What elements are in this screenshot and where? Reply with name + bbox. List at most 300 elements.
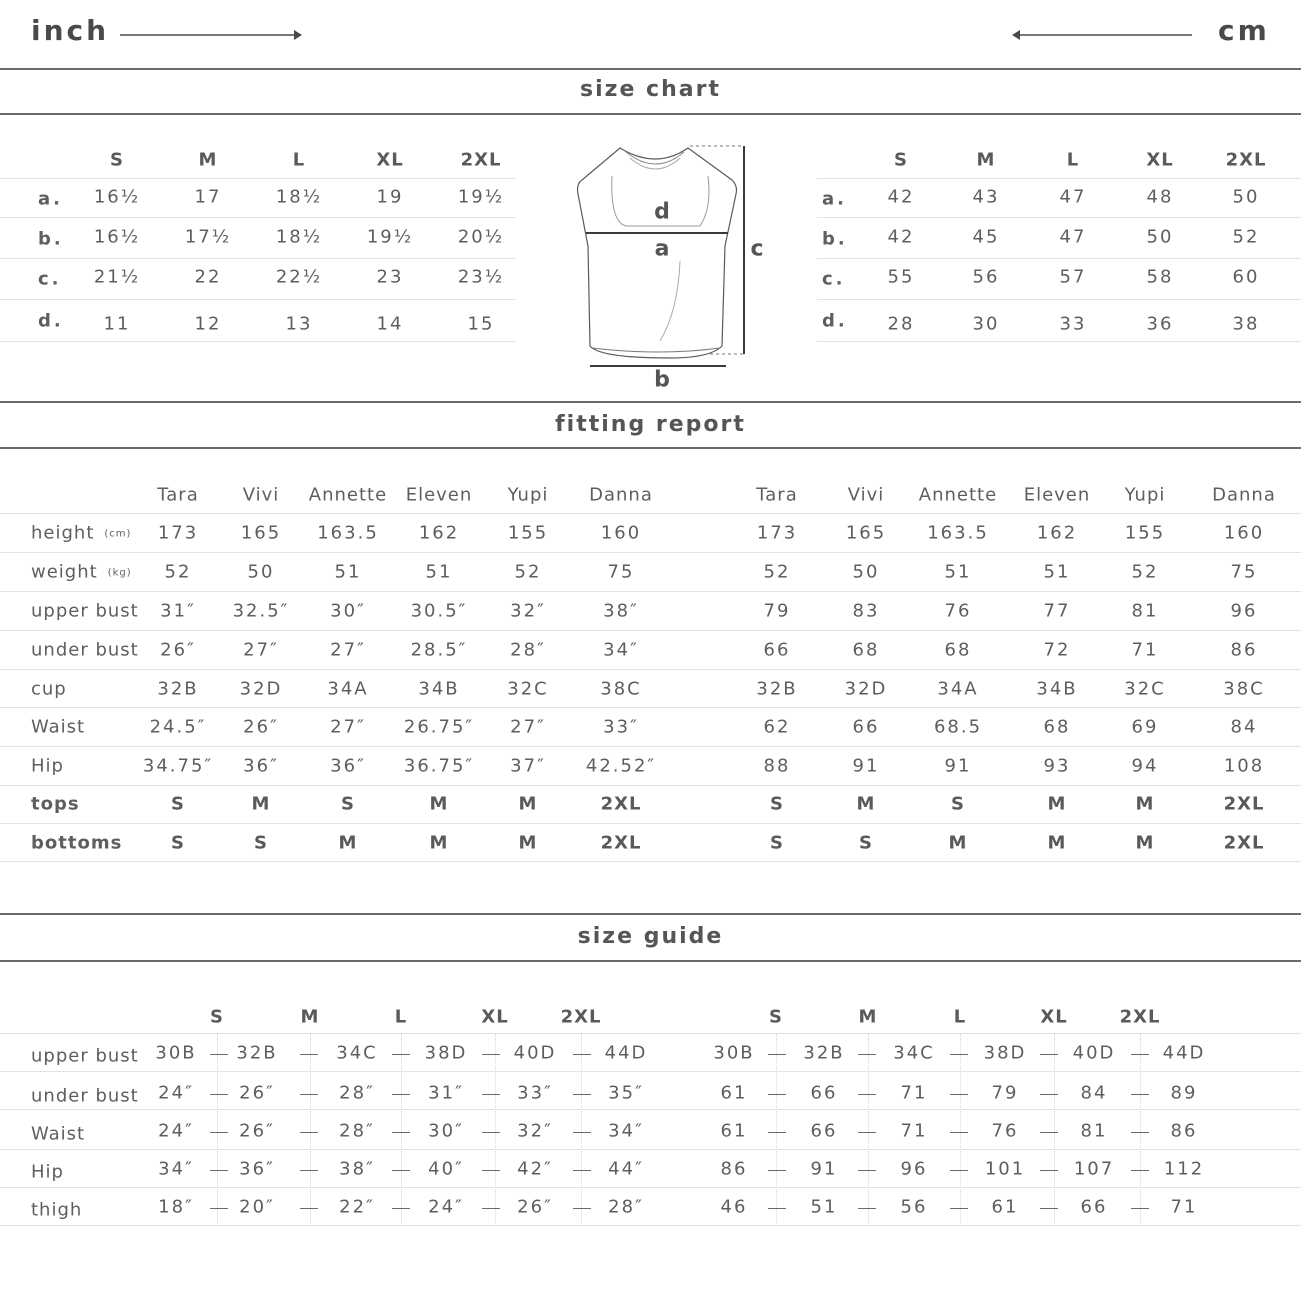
range-dash [1040,1170,1058,1171]
attribute-label: tops [31,793,80,815]
cm-value: 84 [1080,1082,1108,1104]
cm-value: 94 [1131,755,1159,777]
row-divider [0,217,516,218]
range-dash [573,1208,591,1209]
range-dash [482,1054,500,1055]
cm-value: 112 [1163,1158,1205,1180]
inch-value: 28.5″ [410,639,468,661]
row-divider [0,785,1301,786]
cm-value: 76 [991,1120,1019,1142]
inch-value: M [338,832,358,854]
measure-label: a. [38,188,63,210]
column-separator [776,1034,777,1224]
inch-value: 22 [194,266,222,288]
cm-value: 79 [763,600,791,622]
measure-label: d. [822,310,848,332]
range-dash [950,1054,968,1055]
range-dash [858,1170,876,1171]
range-dash [482,1208,500,1209]
cm-value: 162 [1036,522,1078,544]
fitting-report-title: fitting report [555,412,746,437]
range-dash [210,1208,228,1209]
cm-value: 66 [810,1082,838,1104]
cm-value: M [1135,793,1155,815]
range-dash [1131,1054,1149,1055]
inch-value: 30″ [330,600,366,622]
cm-value: 84 [1230,716,1258,738]
size-chart-title: size chart [580,77,721,102]
inch-value: 28″ [339,1120,375,1142]
inch-value: 52 [164,561,192,583]
inch-value: 30″ [428,1120,464,1142]
cm-value: 50 [852,561,880,583]
row-divider [0,1149,1301,1150]
model-name-cm: Yupi [1124,484,1166,506]
inch-value: 42.52″ [585,755,657,777]
inch-value: 34A [327,678,369,700]
cm-value: 71 [900,1120,928,1142]
inch-value: 27″ [243,639,279,661]
inch-value: M [429,832,449,854]
inch-value: 42″ [517,1158,553,1180]
size-header-cm: 2XL [1119,1006,1161,1028]
inch-value: 36″ [239,1158,275,1180]
cm-value: 96 [1230,600,1258,622]
row-divider [0,552,1301,553]
model-name-inch: Danna [589,484,653,506]
inch-value: 18½ [275,226,323,248]
size-header-inch: L [292,149,306,171]
inch-value: 34C [336,1042,378,1064]
range-dash [1131,1132,1149,1133]
row-divider [0,861,1301,862]
cm-value: M [1047,793,1067,815]
inch-value: 31″ [160,600,196,622]
inch-value: 32.5″ [232,600,290,622]
range-dash [858,1208,876,1209]
cm-value: S [859,832,873,854]
inch-value: 23 [376,266,404,288]
inch-value: 30.5″ [410,600,468,622]
cm-value: 34C [893,1042,935,1064]
cm-value: 38 [1232,313,1260,335]
range-dash [950,1170,968,1171]
inch-value: 17 [194,186,222,208]
model-name-inch: Tara [157,484,199,506]
cm-value: 81 [1080,1120,1108,1142]
inch-value: 165 [240,522,282,544]
inch-value: 12 [194,313,222,335]
inch-value: 38″ [339,1158,375,1180]
measure-label: thigh [31,1199,83,1221]
row-divider [0,1033,1301,1034]
inch-value: 38″ [603,600,639,622]
cm-value: 173 [756,522,798,544]
cm-value: 42 [887,226,915,248]
inch-value: 51 [334,561,362,583]
cm-value: 36 [1146,313,1174,335]
cm-value: 42 [887,186,915,208]
cm-unit-title: cm [1218,14,1270,47]
cm-value: 66 [1080,1196,1108,1218]
model-name-cm: Annette [918,484,998,506]
inch-value: 38C [600,678,642,700]
measure-label: b. [822,228,848,250]
cm-value: 33 [1059,313,1087,335]
inch-value: 15 [467,313,495,335]
cm-value: 52 [763,561,791,583]
range-dash [392,1208,410,1209]
measure-label: b. [38,228,64,250]
cm-value: 43 [972,186,1000,208]
diagram-label-d: d [654,199,670,225]
inch-value: 18″ [158,1196,194,1218]
inch-value: 13 [285,313,313,335]
inch-value: 32D [239,678,283,700]
cm-value: 93 [1043,755,1071,777]
inch-value: 24″ [158,1082,194,1104]
diagram-label-a: a [654,236,670,262]
cm-value: 91 [810,1158,838,1180]
cm-value: 61 [720,1120,748,1142]
model-name-inch: Yupi [507,484,549,506]
cm-value: M [1135,832,1155,854]
cm-value: 96 [900,1158,928,1180]
cm-value: 165 [845,522,887,544]
measure-label: a. [822,188,847,210]
inch-value: 17½ [184,226,232,248]
size-header-inch: XL [481,1006,509,1028]
column-separator [217,1034,218,1224]
range-dash [573,1094,591,1095]
inch-value: 44″ [608,1158,644,1180]
row-divider [817,341,1301,342]
range-dash [950,1094,968,1095]
size-header-inch: S [110,149,124,171]
range-dash [1040,1132,1058,1133]
size-header-inch: M [300,1006,320,1028]
range-dash [1040,1054,1058,1055]
inch-value: M [518,832,538,854]
column-separator [495,1034,496,1224]
cm-value: 72 [1043,639,1071,661]
row-divider [0,513,1301,514]
measure-label: c. [822,268,846,290]
range-dash [210,1094,228,1095]
inch-value: 32″ [510,600,546,622]
inch-value: 33″ [517,1082,553,1104]
inch-value: 163.5 [317,522,379,544]
cm-value: M [948,832,968,854]
attribute-label: Hip [31,755,64,777]
row-divider [0,707,1301,708]
row-divider [0,1071,1301,1072]
cm-value: 56 [900,1196,928,1218]
cm-value: 51 [810,1196,838,1218]
cm-value: 91 [944,755,972,777]
range-dash [392,1132,410,1133]
attribute-label: weight (kg) [31,561,132,583]
inch-value: 20″ [239,1196,275,1218]
size-header-cm: XL [1146,149,1174,171]
cm-value: 32C [1124,678,1166,700]
measure-label: upper bust [31,1045,139,1067]
size-header-inch: 2XL [560,1006,602,1028]
cm-value: 79 [991,1082,1019,1104]
inch-value: 32C [507,678,549,700]
range-dash [768,1170,786,1171]
cm-value: 68.5 [933,716,983,738]
cm-value: 47 [1059,186,1087,208]
size-header-cm: 2XL [1225,149,1267,171]
inch-value: 24.5″ [149,716,207,738]
inch-value: 32B [236,1042,278,1064]
range-dash [573,1132,591,1133]
inch-value: 19½ [366,226,414,248]
range-dash [1131,1208,1149,1209]
model-name-inch: Annette [308,484,388,506]
range-dash [210,1132,228,1133]
cm-value: 83 [852,600,880,622]
inch-value: 36″ [243,755,279,777]
inch-value: 26″ [239,1120,275,1142]
inch-value: 30B [155,1042,197,1064]
cm-value: 32B [756,678,798,700]
cm-value: 61 [991,1196,1019,1218]
cm-value: 38C [1223,678,1265,700]
attribute-label: Waist [31,716,86,738]
range-dash [858,1132,876,1133]
range-dash [482,1094,500,1095]
cm-value: 34B [1036,678,1078,700]
range-dash [858,1054,876,1055]
inch-value: 16½ [93,186,141,208]
size-guide-title: size guide [577,924,724,949]
cm-value: 52 [1232,226,1260,248]
range-dash [1040,1094,1058,1095]
cm-value: 48 [1146,186,1174,208]
row-divider [0,1187,1301,1188]
inch-value: 18½ [275,186,323,208]
inch-value: 22″ [339,1196,375,1218]
inch-value: 11 [103,313,131,335]
cm-value: 71 [1131,639,1159,661]
range-dash [482,1170,500,1171]
column-separator [1140,1034,1141,1224]
size-header-cm: M [976,149,996,171]
row-divider [817,178,1301,179]
size-header-inch: XL [376,149,404,171]
cm-value: M [1047,832,1067,854]
cm-value: 57 [1059,266,1087,288]
inch-value: 34″ [158,1158,194,1180]
row-divider [0,258,516,259]
row-divider [817,299,1301,300]
inch-value: 36″ [330,755,366,777]
inch-value: 19 [376,186,404,208]
column-separator [581,1034,582,1224]
size-header-inch: M [198,149,218,171]
divider [0,960,1301,962]
cm-value: 155 [1124,522,1166,544]
attribute-label: cup [31,678,67,700]
range-dash [768,1208,786,1209]
divider [0,401,1301,403]
inch-value: 34″ [608,1120,644,1142]
cm-value: 34A [937,678,979,700]
range-dash [300,1054,318,1055]
inch-value: 23½ [457,266,505,288]
size-header-cm: M [858,1006,878,1028]
inch-value: 40D [513,1042,557,1064]
inch-value: 2XL [600,832,642,854]
divider [0,68,1301,70]
cm-value: 2XL [1223,832,1265,854]
cm-value: S [770,793,784,815]
inch-value: 2XL [600,793,642,815]
inch-value: 26.75″ [403,716,475,738]
inch-value: S [254,832,268,854]
column-separator [1054,1034,1055,1224]
column-separator [310,1034,311,1224]
attribute-label: upper bust [31,600,139,622]
range-dash [300,1208,318,1209]
cm-value: 38D [983,1042,1027,1064]
measure-label: d. [38,310,64,332]
cm-value: 30 [972,313,1000,335]
inch-value: 32″ [517,1120,553,1142]
cm-value: 32D [844,678,888,700]
cm-value: 71 [900,1082,928,1104]
row-divider [0,591,1301,592]
inch-value: 40″ [428,1158,464,1180]
inch-value: 14 [376,313,404,335]
cm-value: 62 [763,716,791,738]
cm-value: 45 [972,226,1000,248]
inch-value: 34B [418,678,460,700]
range-dash [950,1132,968,1133]
attribute-label: height (cm) [31,522,132,544]
attribute-label: under bust [31,639,139,661]
cm-value: 69 [1131,716,1159,738]
cm-value: 86 [1230,639,1258,661]
inch-value: 36.75″ [403,755,475,777]
cm-value: 77 [1043,600,1071,622]
cm-value: 81 [1131,600,1159,622]
inch-value: 32B [157,678,199,700]
cm-value: S [770,832,784,854]
inch-value: 27″ [330,639,366,661]
inch-value: 34″ [603,639,639,661]
range-dash [392,1170,410,1171]
cm-value: 51 [944,561,972,583]
inch-value: 26″ [517,1196,553,1218]
column-separator [401,1034,402,1224]
cm-value: 47 [1059,226,1087,248]
size-header-inch: L [394,1006,408,1028]
cm-value: M [856,793,876,815]
cm-value: 44D [1162,1042,1206,1064]
cm-value: 76 [944,600,972,622]
range-dash [768,1094,786,1095]
shirt-diagram [560,136,780,396]
cm-value: 66 [763,639,791,661]
measure-label: Hip [31,1161,64,1183]
cm-value: 68 [944,639,972,661]
inch-value: 22½ [275,266,323,288]
row-divider [0,1225,1301,1226]
cm-value: 50 [1232,186,1260,208]
range-dash [300,1094,318,1095]
inch-value: 173 [157,522,199,544]
unit-label: (cm) [104,528,132,540]
inch-value: 21½ [93,266,141,288]
inch-value: M [518,793,538,815]
cm-value: 28 [887,313,915,335]
inch-value: 51 [425,561,453,583]
model-name-cm: Vivi [847,484,885,506]
cm-value: 32B [803,1042,845,1064]
divider [0,913,1301,915]
range-dash [300,1132,318,1133]
row-divider [0,299,516,300]
range-dash [858,1094,876,1095]
measure-label: under bust [31,1085,139,1107]
inch-value: 16½ [93,226,141,248]
cm-value: 51 [1043,561,1071,583]
inch-value: 33″ [603,716,639,738]
model-name-inch: Eleven [405,484,473,506]
cm-value: 86 [720,1158,748,1180]
cm-value: 58 [1146,266,1174,288]
row-divider [0,1109,1301,1110]
inch-value: 27″ [510,716,546,738]
range-dash [768,1054,786,1055]
cm-value: 163.5 [927,522,989,544]
unit-label: (kg) [107,567,132,579]
inch-value: 26″ [160,639,196,661]
inch-value: S [171,793,185,815]
inch-value: 37″ [510,755,546,777]
inch-value: 26″ [239,1082,275,1104]
range-dash [210,1054,228,1055]
inch-value: S [341,793,355,815]
range-dash [300,1170,318,1171]
inch-value: 38D [424,1042,468,1064]
diagram-label-b: b [654,367,670,393]
cm-value: 40D [1072,1042,1116,1064]
range-dash [1040,1208,1058,1209]
cm-value: 91 [852,755,880,777]
cm-value: 101 [984,1158,1026,1180]
range-dash [573,1054,591,1055]
row-divider [0,341,516,342]
cm-value: 55 [887,266,915,288]
inch-value: 24″ [428,1196,464,1218]
row-divider [0,746,1301,747]
divider [0,447,1301,449]
inch-value: 44D [604,1042,648,1064]
model-name-cm: Danna [1212,484,1276,506]
cm-value: 30B [713,1042,755,1064]
inch-value: 31″ [428,1082,464,1104]
inch-value: 19½ [457,186,505,208]
cm-value: 61 [720,1082,748,1104]
inch-value: 34.75″ [142,755,214,777]
cm-value: 88 [763,755,791,777]
measure-label: Waist [31,1123,86,1145]
measure-label: c. [38,268,62,290]
